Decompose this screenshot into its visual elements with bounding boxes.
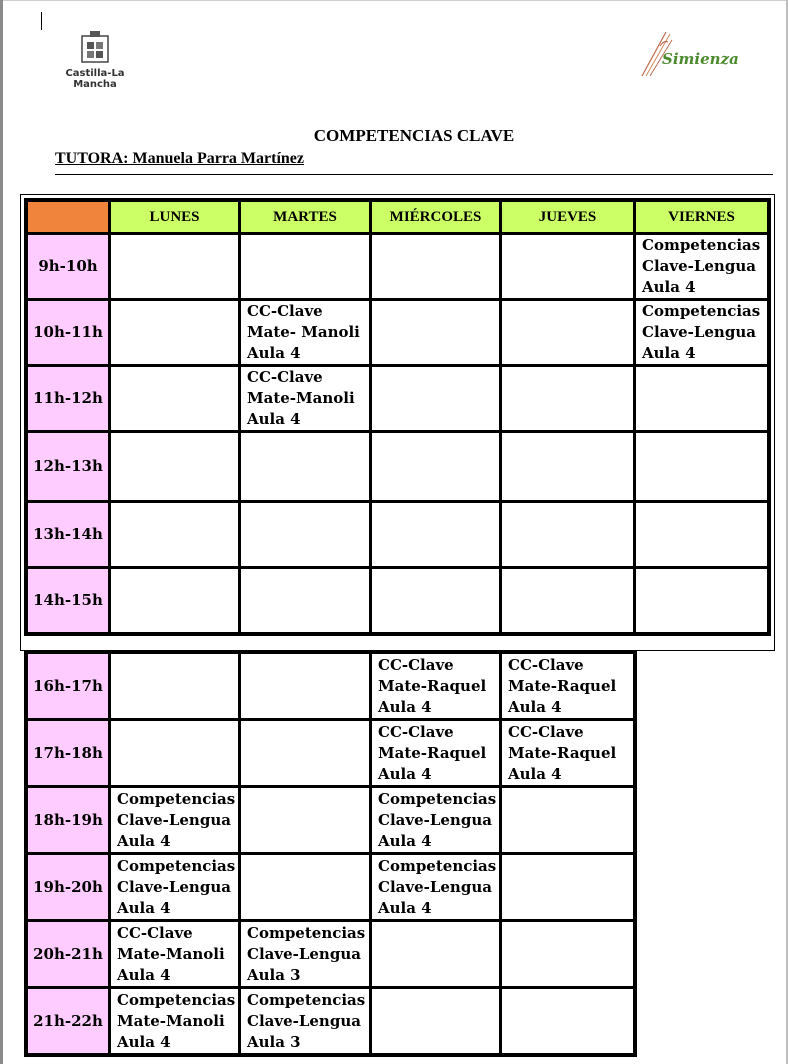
day-header: VIERNES [636,202,767,232]
schedule-cell [111,433,238,500]
time-slot: 16h-17h [28,654,108,718]
schedule-cell [241,654,369,718]
schedule-cell: CC-Clave Mate-Raquel Aula 4 [372,654,499,718]
schedule-cell: Competencias Clave-Lengua Aula 4 [636,235,767,298]
schedule-cell [372,989,499,1053]
table-row [28,989,633,1053]
schedule-cell [636,433,767,500]
schedule-cell: Competencias Clave-Lengua Aula 4 [372,855,499,919]
schedule-cell [502,855,633,919]
time-slot: 11h-12h [28,367,108,430]
schedule-cell [241,788,369,852]
schedule-cell [372,922,499,986]
schedule-cell: CC-Clave Mate-Manoli Aula 4 [111,922,238,986]
schedule-cell: Competencias Clave-Lengua Aula 3 [241,989,369,1053]
schedule-cell [111,503,238,566]
time-slot: 21h-22h [28,989,108,1053]
schedule-cell [636,503,767,566]
schedule-cell [372,235,499,298]
tutor-name: TUTORA: Manuela Parra Martínez [55,150,304,167]
header-row [28,202,767,232]
schedule-cell [241,855,369,919]
schedule-cell [502,433,633,500]
table-row [28,721,633,785]
time-slot: 13h-14h [28,503,108,566]
schedule-cell [502,301,633,364]
schedule-cell [502,922,633,986]
schedule-cell [636,367,767,430]
schedule-cell [372,569,499,632]
page-edge-left [0,0,3,1064]
afternoon-schedule-table [24,650,637,1057]
castilla-la-mancha-logo [50,28,140,90]
text-cursor [41,12,42,30]
schedule-cell: CC-Clave Mate- Manoli Aula 4 [241,301,369,364]
schedule-cell [111,569,238,632]
page-title: COMPETENCIAS CLAVE [313,126,515,145]
time-slot: 19h-20h [28,855,108,919]
schedule-cell [502,367,633,430]
time-slot: 12h-13h [28,433,108,500]
schedule-cell [111,721,238,785]
schedule-cell: Competencias Clave-Lengua Aula 3 [241,922,369,986]
table-row [28,433,767,500]
schedule-cell [241,235,369,298]
day-header: JUEVES [502,202,633,232]
schedule-cell: Competencias Clave-Lengua Aula 4 [372,788,499,852]
table-row [28,569,767,632]
table-row [28,654,633,718]
table-row [28,788,633,852]
schedule-cell: Competencias Clave-Lengua Aula 4 [111,855,238,919]
schedule-cell [111,654,238,718]
table-row [28,367,767,430]
divider [55,174,773,175]
crest-icon [78,30,112,66]
time-slot: 9h-10h [28,235,108,298]
schedule-cell [372,433,499,500]
schedule-cell [241,433,369,500]
time-slot: 18h-19h [28,788,108,852]
schedule-cell [372,301,499,364]
schedule-cell [111,235,238,298]
schedule-cell [502,569,633,632]
logo-right-text: Simienza [662,50,739,68]
page-edge-top [0,0,788,1]
morning-schedule-table [24,198,771,636]
table-row [28,855,633,919]
time-slot: 17h-18h [28,721,108,785]
table-row [28,301,767,364]
simienza-logo [636,24,746,84]
schedule-cell [241,503,369,566]
schedule-cell: Competencias Mate-Manoli Aula 4 [111,989,238,1053]
schedule-cell: Competencias Clave-Lengua Aula 4 [636,301,767,364]
logo-left-text: Castilla-La Mancha [65,68,125,90]
schedule-cell [241,721,369,785]
schedule-cell [636,569,767,632]
schedule-cell [502,788,633,852]
corner-cell [28,202,108,232]
schedule-cell [372,367,499,430]
time-slot: 14h-15h [28,569,108,632]
table-row [28,235,767,298]
schedule-cell [502,235,633,298]
day-header: LUNES [111,202,238,232]
schedule-cell: CC-Clave Mate-Raquel Aula 4 [372,721,499,785]
schedule-cell [111,367,238,430]
day-header: MIÉRCOLES [372,202,499,232]
time-slot: 20h-21h [28,922,108,986]
table-row [28,922,633,986]
schedule-cell [111,301,238,364]
schedule-cell [502,503,633,566]
schedule-cell: CC-Clave Mate-Manoli Aula 4 [241,367,369,430]
schedule-cell: CC-Clave Mate-Raquel Aula 4 [502,721,633,785]
schedule-cell: CC-Clave Mate-Raquel Aula 4 [502,654,633,718]
table-row [28,503,767,566]
schedule-cell [372,503,499,566]
day-header: MARTES [241,202,369,232]
schedule-cell [502,989,633,1053]
schedule-cell: Competencias Clave-Lengua Aula 4 [111,788,238,852]
schedule-cell [241,569,369,632]
time-slot: 10h-11h [28,301,108,364]
